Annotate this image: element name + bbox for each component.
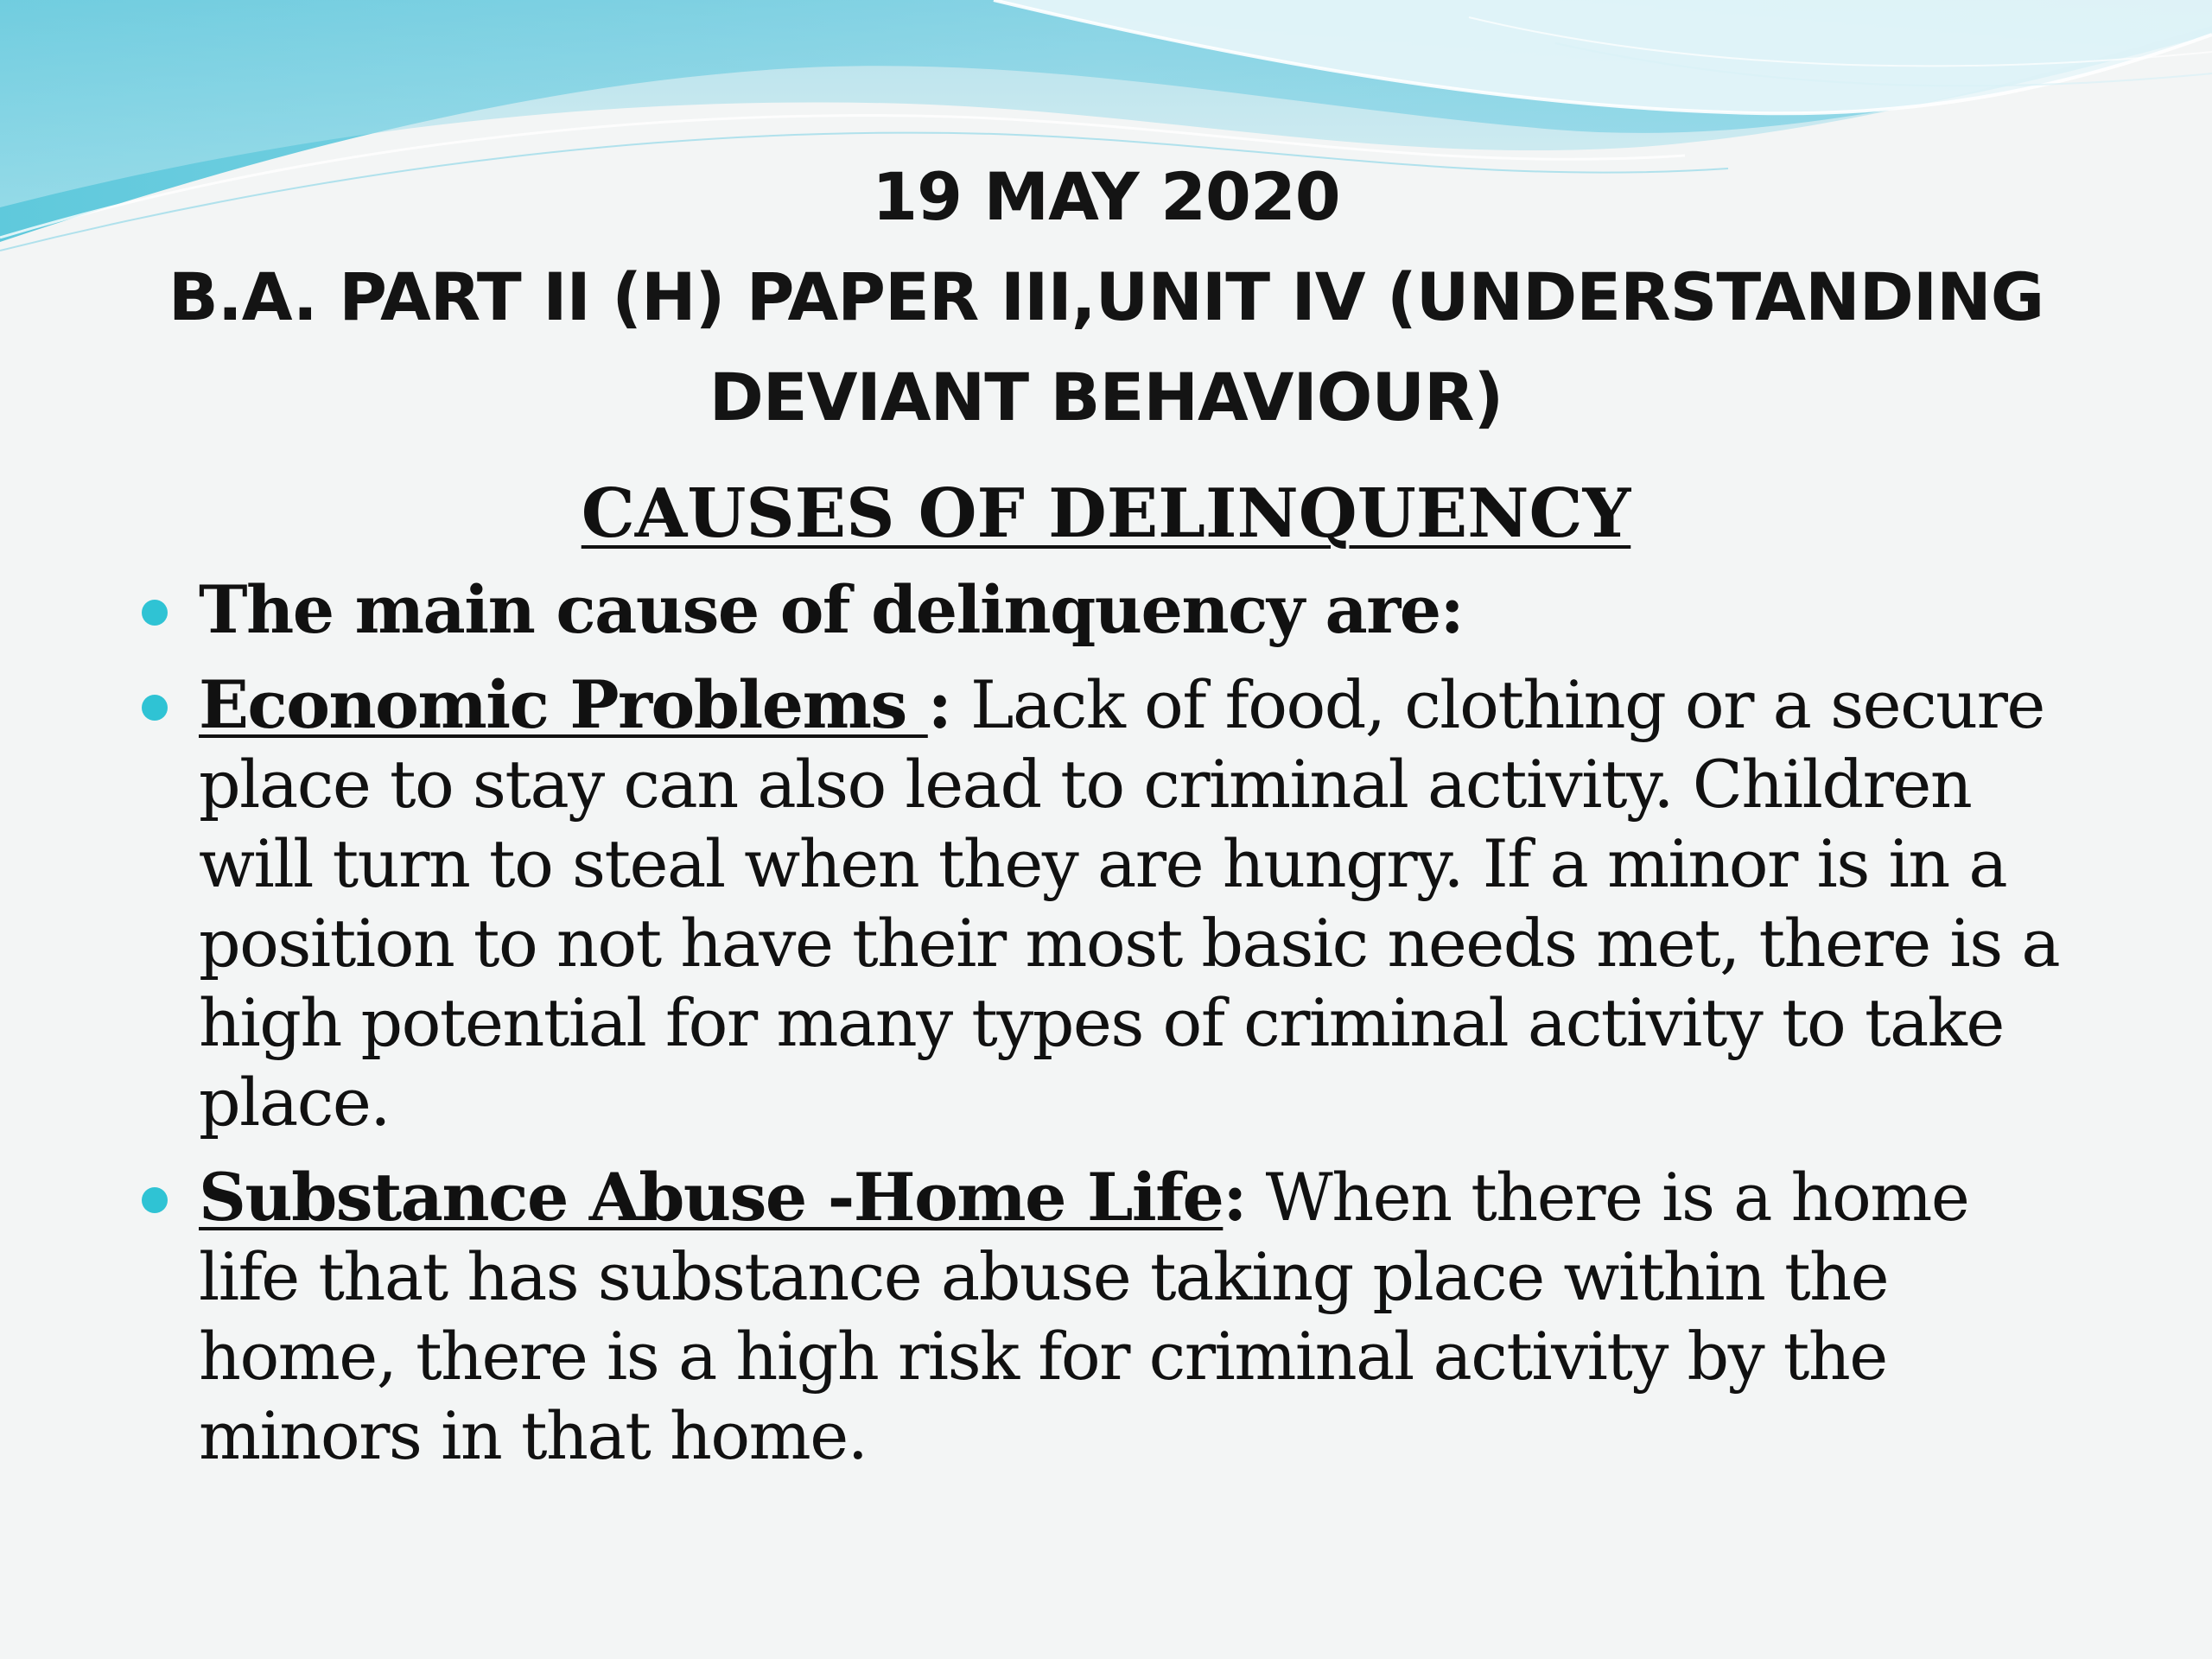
bullet-body-economic-problems: Lack of food, clothing or a secure place to stay can also lead to criminal activity. Children will turn to steal when they are hungry. If a minor is in a position to not have their most basic needs met, there is a high potential for many types of criminal activity to take place. — [199, 666, 2060, 1141]
bullet-separator: : — [927, 666, 951, 743]
bullet-item-substance-abuse — [199, 1158, 2074, 1476]
bullet-marker-icon — [142, 1187, 168, 1213]
bullet-marker-icon — [142, 695, 168, 721]
bullet-marker-icon — [142, 600, 168, 626]
slide-date: 19 MAY 2020 — [872, 158, 1340, 235]
bullet-item-intro — [199, 570, 2074, 650]
slide-title-line-2: DEVIANT BEHAVIOUR) — [709, 359, 1503, 435]
bullet-term-economic-problems: Economic Problems — [199, 666, 928, 743]
bullet-intro-text: The main cause of delinquency are: — [199, 571, 1464, 648]
slide-title — [0, 147, 2212, 448]
section-heading — [0, 471, 2212, 557]
bullet-separator: : — [1223, 1159, 1246, 1236]
bullet-item-economic-problems — [199, 665, 2074, 1142]
bullet-term-substance-abuse: Substance Abuse -Home Life — [199, 1159, 1224, 1236]
slide-title-line-1: B.A. PART II (H) PAPER III,UNIT IV (UNDERSTANDING — [168, 258, 2044, 335]
bullet-body-substance-abuse: When there is a home life that has substance abuse taking place within the home, there is a high risk for criminal activity by the minors in that home. — [199, 1159, 1969, 1474]
section-heading-text: CAUSES OF DELINQUENCY — [581, 474, 1631, 553]
bullet-list — [199, 570, 2074, 1491]
